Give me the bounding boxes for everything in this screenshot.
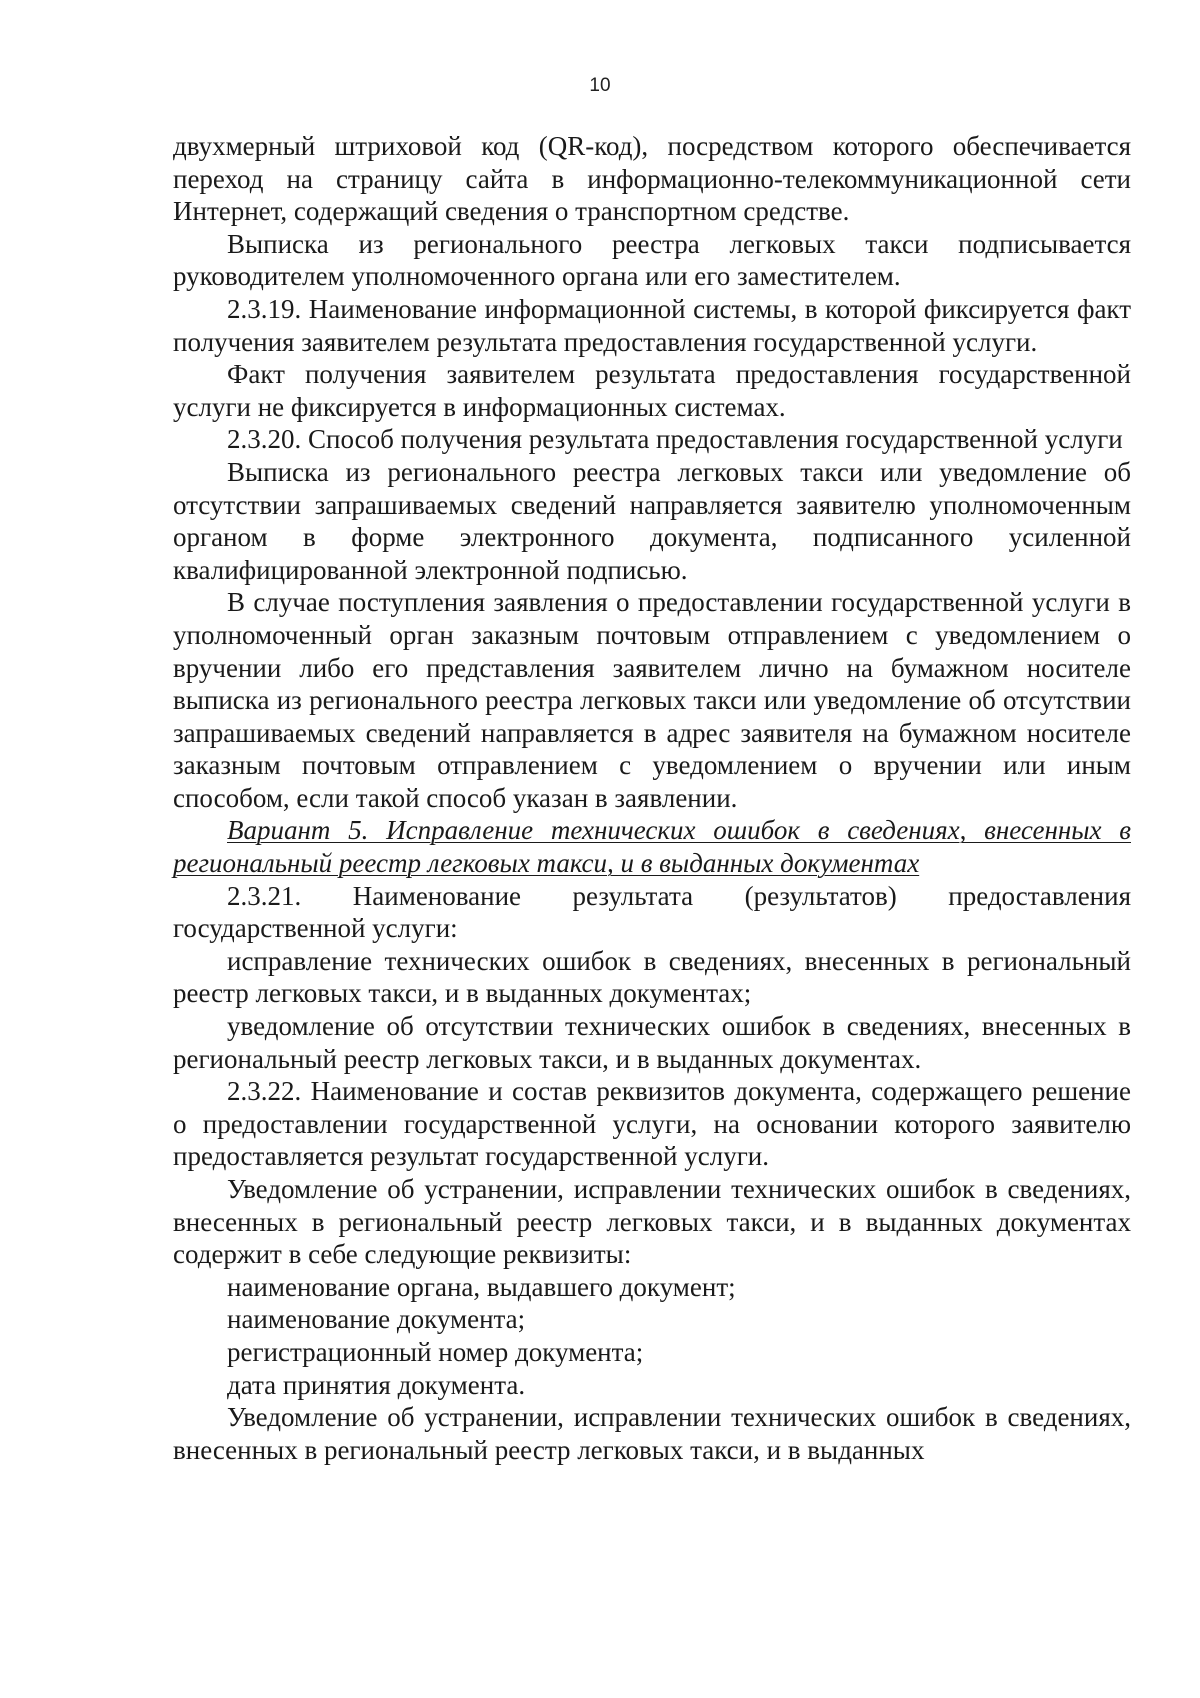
paragraph-paper-delivery: В случае поступления заявления о предоставлении государственной услуги в уполномоченный орган заказным почтовым отправлением с уведомлением о вручении либо его представления заявителем лично на бумажном носителе выписка из регионального реестра легковых такси или уведомление об отсутствии запрашиваемых сведений направляется в адрес заявителя на бумажном носителе заказным почтовым отправлением с уведомлением о вручении или иным способом, если такой способ указан в заявлении. [173, 587, 1131, 813]
paragraph-extract-signature: Выписка из регионального реестра легковых такси подписывается руководителем уполномоченного органа или его заместителем. [173, 228, 1131, 292]
paragraph-2-3-20: 2.3.20. Способ получения результата предоставления государственной услуги [227, 424, 1123, 455]
list-item-registration-number: регистрационный номер документа; [227, 1336, 644, 1367]
document-body [173, 130, 1131, 1466]
paragraph-2-3-21: 2.3.21. Наименование результата (результатов) предоставления государственной услуги: [173, 880, 1131, 944]
paragraph-qr-code: двухмерный штриховой код (QR-код), посредством которого обеспечивается переход на страницу сайта в информационно-телекоммуникационной сети Интернет, содержащий сведения о транспортном средстве. [173, 131, 1131, 227]
paragraph-2-3-19: 2.3.19. Наименование информационной системы, в которой фиксируется факт получения заявителем результата предоставления государственной услуги. [173, 293, 1131, 357]
paragraph-notice-requisites: Уведомление об устранении, исправлении технических ошибок в сведениях, внесенных в региональный реестр легковых такси, и в выданных документах содержит в себе следующие реквизиты: [173, 1174, 1131, 1270]
paragraph-notice-continued: Уведомление об устранении, исправлении технических ошибок в сведениях, внесенных в региональный реестр легковых такси, и в выданных [173, 1402, 1131, 1465]
page-number: 10 [589, 75, 611, 96]
list-item-no-errors-notice: уведомление об отсутствии технических ошибок в сведениях, внесенных в региональный реестр легковых такси, и в выданных документах. [173, 1011, 1131, 1074]
list-item-adoption-date: дата принятия документа. [227, 1369, 526, 1400]
list-item-document-name: наименование документа; [227, 1304, 526, 1335]
list-item-correction: исправление технических ошибок в сведениях, внесенных в региональный реестр легковых такси, и в выданных документах; [173, 945, 1131, 1009]
paragraph-2-3-22: 2.3.22. Наименование и состав реквизитов документа, содержащего решение о предоставлении государственной услуги, на основании которого заявителю предоставляется результат государственной услуги. [173, 1076, 1131, 1172]
list-item-issuing-authority: наименование органа, выдавшего документ; [227, 1271, 736, 1302]
paragraph-electronic-delivery: Выписка из регионального реестра легковых такси или уведомление об отсутствии запрашиваемых сведений направляется заявителю уполномоченным органом в форме электронного документа, подписанного усиленной квалифицированной электронной подписью. [173, 456, 1131, 585]
paragraph-receipt-not-recorded: Факт получения заявителем результата предоставления государственной услуги не фиксируется в информационных системах. [173, 359, 1131, 422]
section-heading-variant-5: Вариант 5. Исправление технических ошибок в сведениях, внесенных в региональный реестр легковых такси, и в выданных документах [173, 815, 1131, 879]
